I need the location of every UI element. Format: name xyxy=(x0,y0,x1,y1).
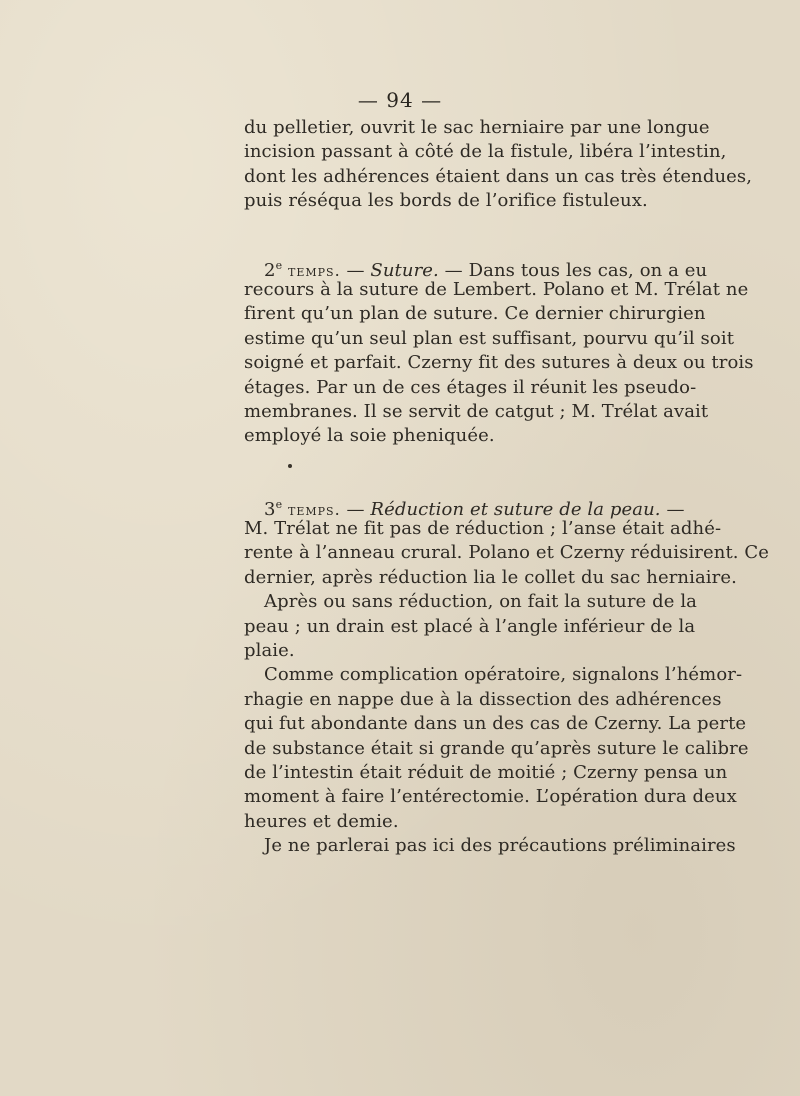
text-line: M. Trélat ne fit pas de réduction ; l’anse était adhé- xyxy=(244,518,722,540)
text-line: qui fut abondante dans un des cas de Czerny. La perte xyxy=(244,713,747,735)
text-line: Après ou sans réduction, on fait la suture de la xyxy=(264,591,698,613)
text-line: dont les adhérences étaient dans un cas très étendues, xyxy=(244,165,753,187)
section-text: — Dans tous les cas, on a eu xyxy=(438,259,708,281)
section-dash: — xyxy=(340,498,371,520)
text-line: rente à l’anneau crural. Polano et Czerny réduisirent. Ce xyxy=(244,542,770,564)
text-line: puis réséqua les bords de l’orifice fistuleux. xyxy=(244,190,648,212)
text-line: Comme complication opératoire, signalons l’hémor- xyxy=(264,664,743,686)
text-line: firent qu’un plan de suture. Ce dernier chirurgien xyxy=(244,303,706,325)
text-line: soigné et parfait. Czerny fit des sutures à deux ou trois xyxy=(244,352,754,374)
text-line: incision passant à côté de la fistule, libéra l’intestin, xyxy=(244,141,727,163)
section-heading-line xyxy=(244,493,685,520)
section-title: Réduction et suture de la peau. xyxy=(370,498,661,520)
section-ordinal: 2e xyxy=(264,258,283,281)
text-line: dernier, après réduction lia le collet du sac herniaire. xyxy=(244,566,737,588)
section-label: temps. xyxy=(288,499,341,519)
text-line: employé la soie pheniquée. xyxy=(244,425,495,447)
text-line: recours à la suture de Lembert. Polano et M. Trélat ne xyxy=(244,278,749,300)
text-line: du pelletier, ouvrit le sac herniaire par une longue xyxy=(244,117,710,138)
text-line: peau ; un drain est placé à l’angle inférieur de la xyxy=(244,615,696,637)
section-text: — xyxy=(660,498,685,520)
text-line: Je ne parlerai pas ici des précautions préliminaires xyxy=(264,835,736,857)
text-line: membranes. Il se servit de catgut ; M. Trélat avait xyxy=(244,400,709,422)
page-number: — 94 — xyxy=(357,88,443,112)
section-ordinal: 3e xyxy=(264,497,283,520)
paragraph-gap xyxy=(244,214,678,254)
section-dash: — xyxy=(340,259,371,281)
text-line: rhagie en nappe due à la dissection des adhérences xyxy=(244,688,722,710)
text-line: de substance était si grande qu’après suture le calibre xyxy=(244,737,749,759)
text-line: plaie. xyxy=(244,640,295,662)
body-text xyxy=(244,116,770,859)
section-heading-line xyxy=(244,254,708,281)
text-line: étages. Par un de ces étages il réunit les pseudo- xyxy=(244,376,697,398)
ink-dot xyxy=(288,464,292,468)
text-line: estime qu’un seul plan est suffisant, pourvu qu’il soit xyxy=(244,327,735,349)
section-label: temps. xyxy=(288,260,341,280)
paragraph-gap xyxy=(244,449,678,493)
text-line: moment à faire l’entérectomie. L’opération dura deux xyxy=(244,786,737,808)
text-line: de l’intestin était réduit de moitié ; Czerny pensa un xyxy=(244,761,728,783)
text-line: heures et demie. xyxy=(244,810,399,832)
section-title: Suture. xyxy=(370,259,439,281)
